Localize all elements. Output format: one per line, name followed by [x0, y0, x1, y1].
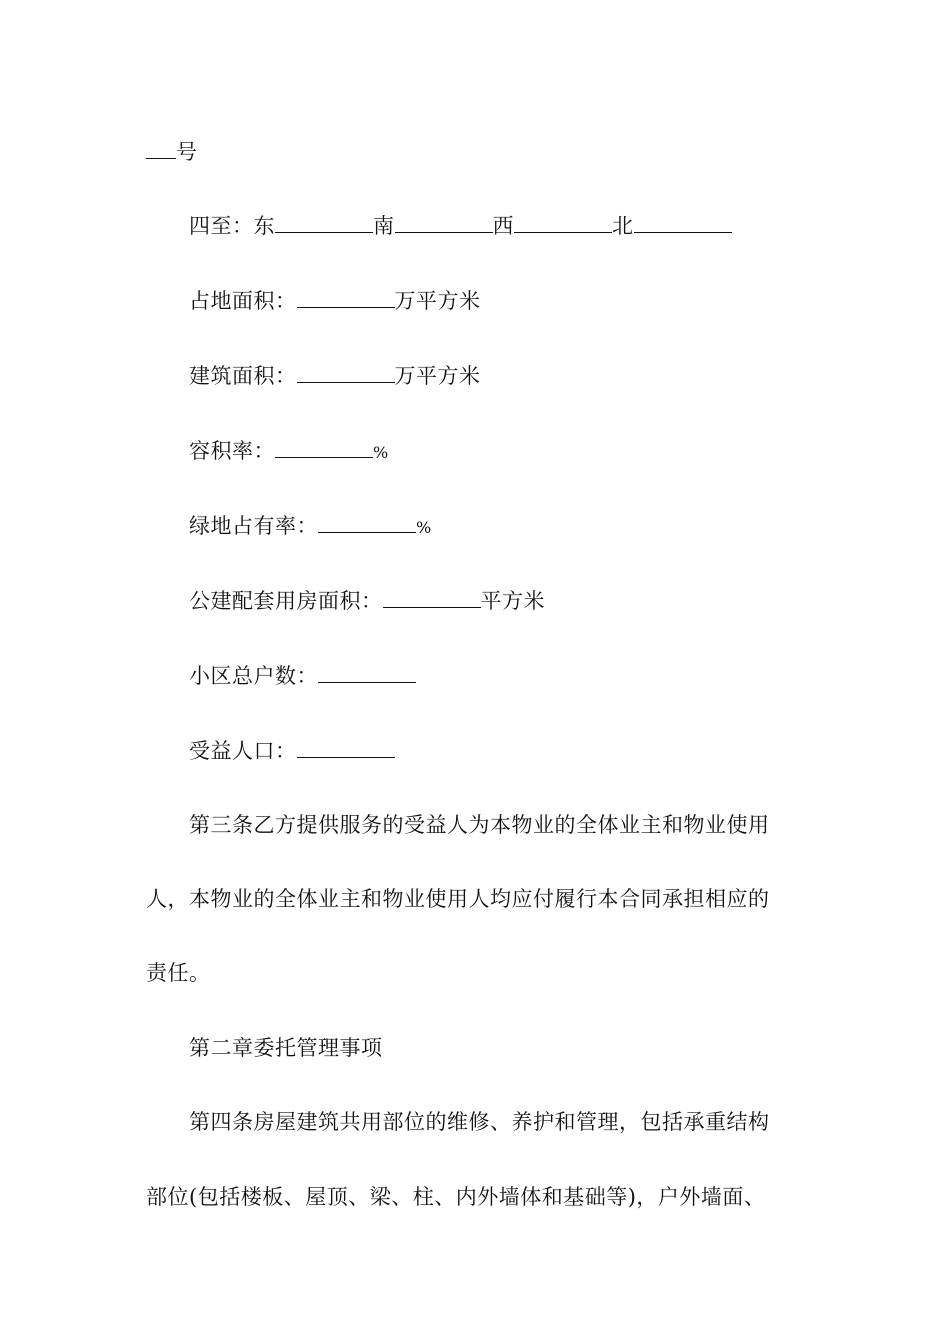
land-area-blank[interactable] [297, 287, 395, 308]
land-area-line [189, 287, 481, 315]
land-area-unit: 万平方米 [394, 289, 481, 313]
plot-ratio-label: 容积率： [189, 439, 275, 463]
boundary-south-blank[interactable] [395, 212, 493, 233]
households-blank[interactable] [318, 662, 416, 683]
public-facility-area-label: 公建配套用房面积： [189, 589, 383, 613]
boundary-west-label: 西 [492, 214, 514, 238]
public-facility-area-unit: 平方米 [480, 589, 545, 613]
house-number-blank[interactable] [146, 138, 176, 159]
boundary-south-label: 南 [373, 214, 395, 238]
building-area-blank[interactable] [297, 362, 395, 383]
land-area-label: 占地面积： [189, 289, 297, 313]
plot-ratio-blank[interactable] [275, 437, 373, 458]
house-number-line [146, 138, 198, 166]
article3-line2: 人，本物业的全体业主和物业使用人均应付履行本合同承担相应的 [146, 887, 770, 911]
households-label: 小区总户数： [189, 664, 318, 688]
households-line [189, 662, 416, 690]
article4-line1: 第四条房屋建筑共用部位的维修、养护和管理，包括承重结构 [189, 1110, 770, 1134]
article3-line3: 责任。 [146, 961, 211, 985]
boundary-east-blank[interactable] [275, 212, 373, 233]
chapter2-title: 第二章委托管理事项 [189, 1036, 383, 1060]
building-area-line [189, 362, 481, 390]
boundary-north-label: 北 [612, 214, 634, 238]
boundary-west-blank[interactable] [514, 212, 612, 233]
plot-ratio-unit: % [373, 443, 389, 462]
article3-line1: 第三条乙方提供服务的受益人为本物业的全体业主和物业使用 [189, 813, 770, 837]
article4-line2: 部位(包括楼板、屋顶、梁、柱、内外墙体和基础等)，户外墙面、 [146, 1185, 766, 1209]
beneficiaries-label: 受益人口： [189, 739, 297, 763]
building-area-label: 建筑面积： [189, 364, 297, 388]
house-number-suffix: 号 [176, 140, 198, 164]
boundary-east-label: 东 [253, 214, 275, 238]
green-ratio-line [189, 512, 432, 542]
green-ratio-unit: % [416, 518, 432, 537]
building-area-unit: 万平方米 [394, 364, 481, 388]
beneficiaries-blank[interactable] [297, 737, 395, 758]
boundary-north-blank[interactable] [634, 212, 732, 233]
green-ratio-label: 绿地占有率： [189, 514, 318, 538]
boundaries-label: 四至： [189, 214, 254, 238]
plot-ratio-line [189, 437, 389, 467]
public-facility-area-blank[interactable] [383, 587, 481, 608]
beneficiaries-line [189, 737, 395, 765]
green-ratio-blank[interactable] [318, 512, 416, 533]
public-facility-area-line [189, 587, 545, 615]
boundaries-line [189, 212, 732, 240]
